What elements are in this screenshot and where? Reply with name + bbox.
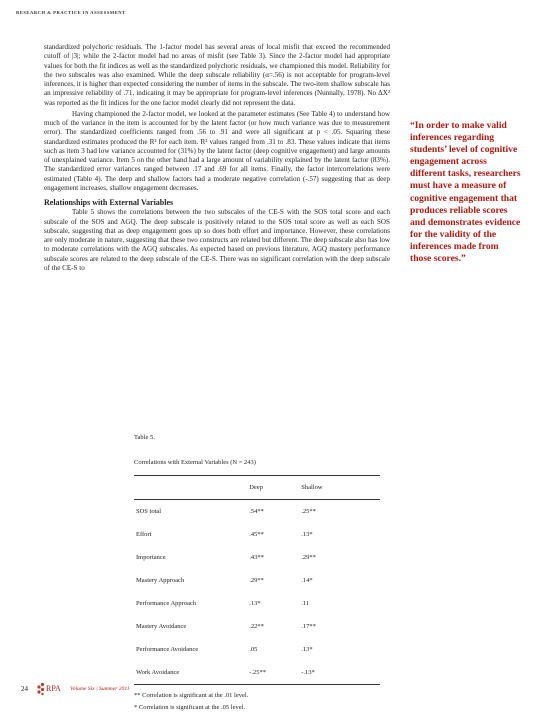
row-shallow: .25** bbox=[301, 508, 316, 515]
table-header-row bbox=[134, 476, 380, 500]
table-row bbox=[134, 638, 380, 661]
issue-label: Volume Six | Summer 2011 bbox=[70, 686, 130, 692]
table-5 bbox=[134, 434, 394, 713]
row-deep: .54** bbox=[249, 508, 264, 515]
row-deep: .43** bbox=[249, 554, 264, 561]
row-variable: Work Avoidance bbox=[136, 669, 180, 676]
row-deep: .13* bbox=[249, 600, 261, 607]
paragraph-2: Having championed the 2-factor model, we looked at the parameter estimates (See Table 4) to understand how much of the variance in the item is accounted for by the latent factor (or how much variance was due to measurement error). The standardized coefficients ranged from .56 to .91 and were all significant at p < .05. Squaring these standardized estimates produced the R² for each item. R² values ranged from .31 to .83. These values indicate that items such as item 3 had low variance accounted for (31%) by the latent factor (deep cognitive engagement) and large amounts of unexplained variance. Item 5 on the other hand had a large amount of variability explained by the latent factor (83%). The standardized error variances ranged between .17 and .69 for all items. Finally, the factor intercorrelations were estimated (Table 4). The deep and shallow factors had a moderate negative correlation (-.57) suggesting that as deep engagement increases, shallow engagement decreases. bbox=[44, 109, 390, 192]
paragraph-3: Table 5 shows the correlations between the two subscales of the CE-S with the SOS total score and each subscale of the SOS and AGQ. The deep subscale is positively related to the SOS total score as well as each SOS subscale, suggesting that as deep engagement goes up so does both effort and importance. However, these correlations are only moderate in nature, suggesting that these two constructs are related but different. The deep subscale also has low to moderate correlations with the AGQ subscales. As expected based on previous literature, AGQ mastery performance subscale scores are related to the deep subscale of the CE-S. There was no significant correlation with the deep subscale of the CE-S to bbox=[44, 208, 390, 272]
rpa-logo-icon bbox=[36, 682, 66, 696]
table-label: Table 5. bbox=[134, 434, 155, 441]
row-variable: Mastery Approach bbox=[136, 577, 185, 584]
row-variable: Performance Approach bbox=[136, 600, 197, 607]
row-shallow: .13* bbox=[301, 646, 313, 653]
paragraph-1: standardized polychoric residuals. The 1-factor model has several areas of local misfit that exceed the recommended cutoff of |3|; while the 2-factor model had no areas of misfit (see Table 3). Since the 2-factor model had appropriate values for both the fit indices as well as the standardized polychoric residuals, we championed this model. Reliability for the two subscales was also examined. While the deep subscale reliability (α=.56) is not acceptable for program-level inferences, it is higher than expected considering the number of items in the subscale. The two-item shallow subscale has an impressive reliability of .71, indicating it may be appropriate for program-level inferences (Nunnally, 1978). No ΔX² was reported as the fit indices for the one factor model clearly did not represent the data. bbox=[44, 43, 390, 107]
article-body bbox=[44, 43, 390, 273]
header-deep: Deep bbox=[249, 484, 263, 491]
table-row bbox=[134, 546, 380, 569]
row-variable: Mastery Avoidance bbox=[136, 623, 187, 630]
row-shallow: .13* bbox=[301, 531, 313, 538]
table-title: Correlations with External Variables (N = 243) bbox=[134, 459, 256, 466]
running-head: RESEARCH & PRACTICE IN ASSESSMENT bbox=[16, 10, 126, 15]
row-shallow: .14* bbox=[301, 577, 313, 584]
table-row bbox=[134, 523, 380, 546]
header-shallow: Shallow bbox=[301, 484, 323, 491]
row-variable: Importance bbox=[136, 554, 166, 561]
section-heading: Relationships with External Variables bbox=[44, 198, 174, 207]
row-shallow: .11 bbox=[301, 600, 310, 607]
row-shallow: -.13* bbox=[301, 669, 315, 676]
row-shallow: .29** bbox=[301, 554, 316, 561]
logo-text: RPA bbox=[46, 684, 61, 693]
page-footer bbox=[21, 682, 130, 696]
table-row bbox=[134, 661, 380, 685]
row-deep: .45** bbox=[249, 531, 264, 538]
row-variable: Effort bbox=[136, 531, 152, 538]
header-variable bbox=[134, 476, 243, 500]
table-row bbox=[134, 592, 380, 615]
row-deep: .05 bbox=[249, 646, 258, 653]
correlation-table bbox=[134, 475, 380, 685]
table-row bbox=[134, 500, 380, 524]
row-shallow: .17** bbox=[301, 623, 316, 630]
row-deep: .29** bbox=[249, 577, 264, 584]
page-number: 24 bbox=[21, 685, 28, 693]
row-variable: SOS total bbox=[136, 508, 162, 515]
row-deep: -.25** bbox=[249, 669, 266, 676]
row-deep: .22** bbox=[249, 623, 264, 630]
row-variable: Performance Avoidance bbox=[136, 646, 199, 653]
table-note-01: ** Correlation is significant at the .01 level. bbox=[134, 692, 249, 699]
table-row bbox=[134, 569, 380, 592]
pull-quote: “In order to make valid inferences regarding students’ level of cognitive engagement across different tasks, researchers must have a measure of cognitive engagement that produces reliable scores and demonstrates evidence for the validity of the inferences made from those scores.” bbox=[410, 120, 521, 265]
table-row bbox=[134, 615, 380, 638]
table-note-05: * Correlation is significant at the .05 level. bbox=[134, 704, 246, 711]
